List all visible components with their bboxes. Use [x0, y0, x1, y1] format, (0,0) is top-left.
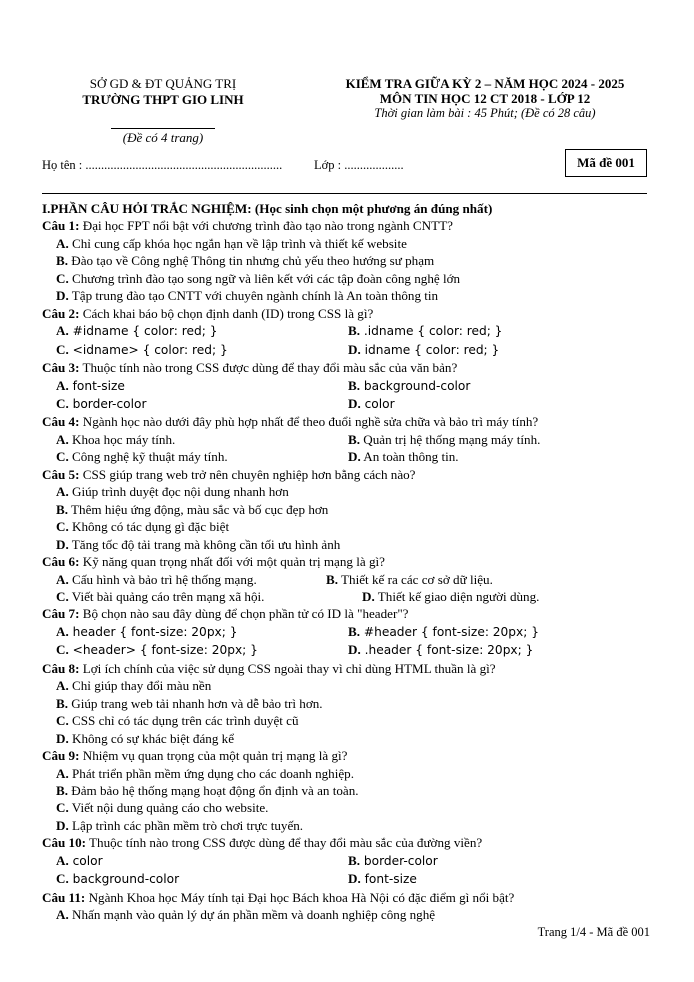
option-letter: B.	[348, 852, 361, 868]
class-line: Lớp : ...................	[314, 158, 404, 172]
question	[42, 747, 652, 764]
option-row	[42, 641, 652, 659]
option-letter: A.	[56, 431, 69, 447]
question-text: Đại học FPT nổi bật với chương trình đào tạo nào trong ngành CNTT?	[79, 218, 453, 234]
option-letter: A.	[56, 623, 69, 639]
page-footer: Trang 1/4 - Mã đề 001	[537, 925, 650, 939]
question	[42, 834, 652, 851]
question-number: Câu 6:	[42, 554, 80, 570]
option-text: idname { color: red; }	[360, 342, 500, 357]
option-a	[42, 677, 652, 694]
option-d	[348, 448, 459, 465]
option-text: Cấu hình và bảo trì hệ thống mạng.	[68, 571, 257, 587]
option-text: color	[68, 853, 103, 868]
option-d	[42, 817, 652, 834]
option-letter: A.	[56, 323, 69, 339]
option-letter: D.	[348, 642, 361, 658]
question-list	[42, 200, 652, 924]
question-text: Thuộc tính nào trong CSS được dùng để thay đổi màu sắc của đường viền?	[86, 835, 483, 851]
option-letter: D.	[348, 871, 361, 887]
question-text: Nhiệm vụ quan trọng của một quản trị mạng là gì?	[79, 748, 348, 764]
question-text: Ngành học nào dưới đây phù hợp nhất để theo đuổi nghề sửa chữa và bảo trì máy tính?	[79, 414, 539, 430]
option-letter: A.	[56, 678, 69, 694]
option-c	[56, 641, 348, 659]
option-letter: D.	[56, 817, 69, 833]
option-text: Đảm bảo hệ thống mạng hoạt động ổn định và an toàn.	[68, 782, 359, 798]
option-text: Chương trình đào tạo song ngữ và liên kết với các tập đoàn công nghệ lớn	[68, 270, 461, 286]
option-text: color	[360, 396, 395, 411]
option-letter: B.	[56, 695, 69, 711]
option-a	[56, 377, 348, 395]
option-b	[42, 782, 652, 799]
option-text: Thêm hiệu ứng động, màu sắc và bố cục đẹp hơn	[68, 501, 329, 517]
option-text: Lập trình các phần mềm trò chơi trực tuyến.	[68, 817, 304, 833]
option-text: <header> { font-size: 20px; }	[68, 643, 258, 658]
option-text: Viết nội dung quảng cáo cho website.	[68, 800, 269, 816]
question	[42, 660, 652, 677]
option-letter: A.	[56, 765, 69, 781]
option-c	[42, 799, 652, 816]
option-text: Giúp trang web tải nhanh hơn và dễ bảo trì hơn.	[68, 695, 323, 711]
question-text: Thuộc tính nào trong CSS được dùng để thay đổi màu sắc của văn bản?	[79, 360, 458, 376]
question-number: Câu 4:	[42, 414, 80, 430]
option-b	[42, 252, 652, 269]
option-text: Nhấn mạnh vào quản lý dự án phần mềm và doanh nghiệp công nghệ	[68, 907, 436, 923]
option-row	[42, 395, 652, 413]
question	[42, 217, 652, 234]
student-name-line: Họ tên : ...............................................................	[42, 158, 283, 172]
option-c	[56, 341, 348, 359]
option-text: font-size	[360, 872, 417, 887]
option-row	[42, 870, 652, 888]
school-name: TRƯỜNG THPT GIO LINH	[82, 92, 244, 107]
department-name: SỞ GD & ĐT QUẢNG TRỊ	[89, 76, 237, 91]
option-b	[42, 695, 652, 712]
question-number: Câu 9:	[42, 748, 80, 764]
time-note: Thời gian làm bài : 45 Phút; (Đề có 28 câu)	[374, 106, 596, 120]
exam-code-box: Mã đề 001	[565, 149, 647, 177]
option-letter: A.	[56, 907, 69, 923]
question	[42, 413, 652, 430]
option-d	[42, 536, 652, 553]
question	[42, 553, 652, 570]
option-letter: A.	[56, 484, 69, 500]
option-text: border-color	[360, 853, 438, 868]
option-letter: B.	[56, 782, 69, 798]
option-text: Đào tạo về Công nghệ Thông tin nhưng chủ yếu theo hướng sư phạm	[68, 253, 435, 269]
option-text: An toàn thông tin.	[360, 449, 459, 465]
option-a	[42, 765, 652, 782]
option-c	[56, 448, 348, 465]
option-c	[42, 270, 652, 287]
option-text: <idname> { color: red; }	[68, 342, 228, 357]
option-text: Tăng tốc độ tải trang mà không cần tối ưu hình ảnh	[68, 536, 341, 552]
option-b	[326, 571, 493, 588]
option-letter: B.	[348, 377, 361, 393]
option-text: border-color	[68, 396, 147, 411]
option-text: #idname { color: red; }	[68, 324, 218, 339]
question-text: Cách khai báo bộ chọn định danh (ID) trong CSS là gì?	[79, 305, 374, 321]
option-letter: B.	[348, 623, 361, 639]
option-c	[56, 395, 348, 413]
header-divider	[111, 128, 215, 129]
option-text: Chỉ cung cấp khóa học ngắn hạn về lập trình và thiết kế website	[68, 235, 407, 251]
option-d	[348, 395, 395, 413]
question	[42, 305, 652, 322]
question	[42, 889, 652, 906]
option-row	[42, 431, 652, 448]
option-letter: B.	[348, 431, 361, 447]
option-letter: D.	[348, 341, 361, 357]
option-a	[42, 483, 652, 500]
option-text: CSS chỉ có tác dụng trên các trình duyệt cũ	[68, 713, 299, 729]
question	[42, 466, 652, 483]
option-letter: C.	[56, 871, 69, 887]
option-text: Phát triển phần mềm ứng dụng cho các doanh nghiệp.	[68, 765, 355, 781]
option-letter: A.	[56, 377, 69, 393]
option-letter: B.	[56, 501, 69, 517]
option-row	[42, 322, 652, 340]
option-letter: D.	[348, 395, 361, 411]
option-letter: C.	[56, 713, 69, 729]
option-d	[348, 870, 417, 888]
option-letter: C.	[56, 395, 69, 411]
option-a	[42, 906, 652, 923]
header-rule	[42, 193, 647, 194]
option-text: Không có sự khác biệt đáng kể	[68, 730, 235, 746]
pages-note: (Đề có 4 trang)	[122, 130, 204, 145]
option-text: font-size	[68, 378, 125, 393]
question-text: Ngành Khoa học Máy tính tại Đại học Bách khoa Hà Nội có đặc điểm gì nổi bật?	[85, 889, 515, 905]
option-text: Quản trị hệ thống mạng máy tính.	[360, 431, 541, 447]
question-number: Câu 10:	[42, 835, 87, 851]
option-text: Tập trung đào tạo CNTT với chuyên ngành chính là An toàn thông tin	[68, 288, 439, 304]
question-number: Câu 11:	[42, 889, 86, 905]
option-b	[348, 623, 539, 641]
option-row	[42, 341, 652, 359]
option-letter: C.	[56, 341, 69, 357]
option-text: Thiết kế giao diện người dùng.	[374, 588, 540, 604]
question-text: CSS giúp trang web trở nên chuyên nghiệp hơn bằng cách nào?	[79, 466, 416, 482]
option-letter: C.	[56, 519, 69, 535]
exam-title: KIỂM TRA GIỮA KỲ 2 – NĂM HỌC 2024 - 2025	[345, 76, 625, 91]
option-letter: B.	[56, 253, 69, 269]
option-letter: D.	[56, 288, 69, 304]
subject-line: MÔN TIN HỌC 12 CT 2018 - LỚP 12	[379, 91, 591, 106]
option-text: Chỉ giúp thay đổi màu nền	[68, 678, 212, 694]
option-letter: B.	[348, 323, 361, 339]
option-b	[348, 377, 470, 395]
option-row	[42, 571, 652, 588]
option-c	[42, 518, 652, 535]
option-b	[348, 431, 540, 448]
option-text: background-color	[360, 378, 471, 393]
option-text: .header { font-size: 20px; }	[360, 643, 534, 658]
option-row	[42, 377, 652, 395]
option-c	[56, 588, 362, 605]
option-letter: C.	[56, 642, 69, 658]
option-text: Không có tác dụng gì đặc biệt	[68, 519, 230, 535]
option-letter: D.	[56, 730, 69, 746]
option-text: background-color	[68, 872, 180, 887]
option-b	[348, 322, 502, 340]
question	[42, 359, 652, 376]
question-text: Bộ chọn nào sau đây dùng để chọn phần tử có ID là "header"?	[79, 606, 409, 622]
option-text: Khoa học máy tính.	[68, 431, 176, 447]
question-text: Kỹ năng quan trọng nhất đối với một quản trị mạng là gì?	[79, 554, 385, 570]
option-row	[42, 623, 652, 641]
question-number: Câu 2:	[42, 305, 80, 321]
header-right	[310, 76, 660, 121]
question-number: Câu 7:	[42, 606, 80, 622]
option-a	[56, 571, 326, 588]
option-letter: D.	[362, 588, 375, 604]
option-text: Công nghệ kỹ thuật máy tính.	[68, 449, 228, 465]
question-number: Câu 1:	[42, 218, 80, 234]
option-text: Thiết kế ra các cơ sở dữ liệu.	[338, 571, 493, 587]
section-title: I.PHẦN CÂU HỎI TRẮC NGHIỆM: (Học sinh chọn một phương án đúng nhất)	[42, 201, 493, 216]
option-letter: C.	[56, 449, 69, 465]
option-c	[42, 712, 652, 729]
option-b	[348, 852, 438, 870]
option-d	[42, 287, 652, 304]
option-a	[56, 623, 348, 641]
option-letter: A.	[56, 571, 69, 587]
option-letter: A.	[56, 852, 69, 868]
option-row	[42, 588, 652, 605]
option-d	[348, 341, 499, 359]
option-row	[42, 852, 652, 870]
option-c	[56, 870, 348, 888]
option-letter: D.	[348, 449, 361, 465]
option-text: Viết bài quảng cáo trên mạng xã hội.	[68, 588, 265, 604]
header-left	[58, 76, 268, 146]
option-b	[42, 501, 652, 518]
option-a	[56, 322, 348, 340]
option-letter: D.	[56, 536, 69, 552]
option-letter: C.	[56, 588, 69, 604]
option-text: .idname { color: red; }	[360, 324, 503, 339]
option-d	[42, 730, 652, 747]
option-d	[348, 641, 533, 659]
option-d	[362, 588, 539, 605]
option-text: Giúp trình duyệt đọc nội dung nhanh hơn	[68, 484, 289, 500]
option-letter: C.	[56, 270, 69, 286]
option-row	[42, 448, 652, 465]
option-letter: B.	[326, 571, 339, 587]
option-a	[56, 852, 348, 870]
question-number: Câu 3:	[42, 360, 80, 376]
option-a	[56, 431, 348, 448]
question-text: Lợi ích chính của việc sử dụng CSS ngoài thay vì chỉ dùng HTML thuần là gì?	[79, 660, 496, 676]
option-letter: C.	[56, 800, 69, 816]
option-text: header { font-size: 20px; }	[68, 624, 238, 639]
question	[42, 605, 652, 622]
question-number: Câu 5:	[42, 466, 80, 482]
option-letter: A.	[56, 235, 69, 251]
question-number: Câu 8:	[42, 660, 80, 676]
option-text: #header { font-size: 20px; }	[360, 624, 539, 639]
option-a	[42, 235, 652, 252]
